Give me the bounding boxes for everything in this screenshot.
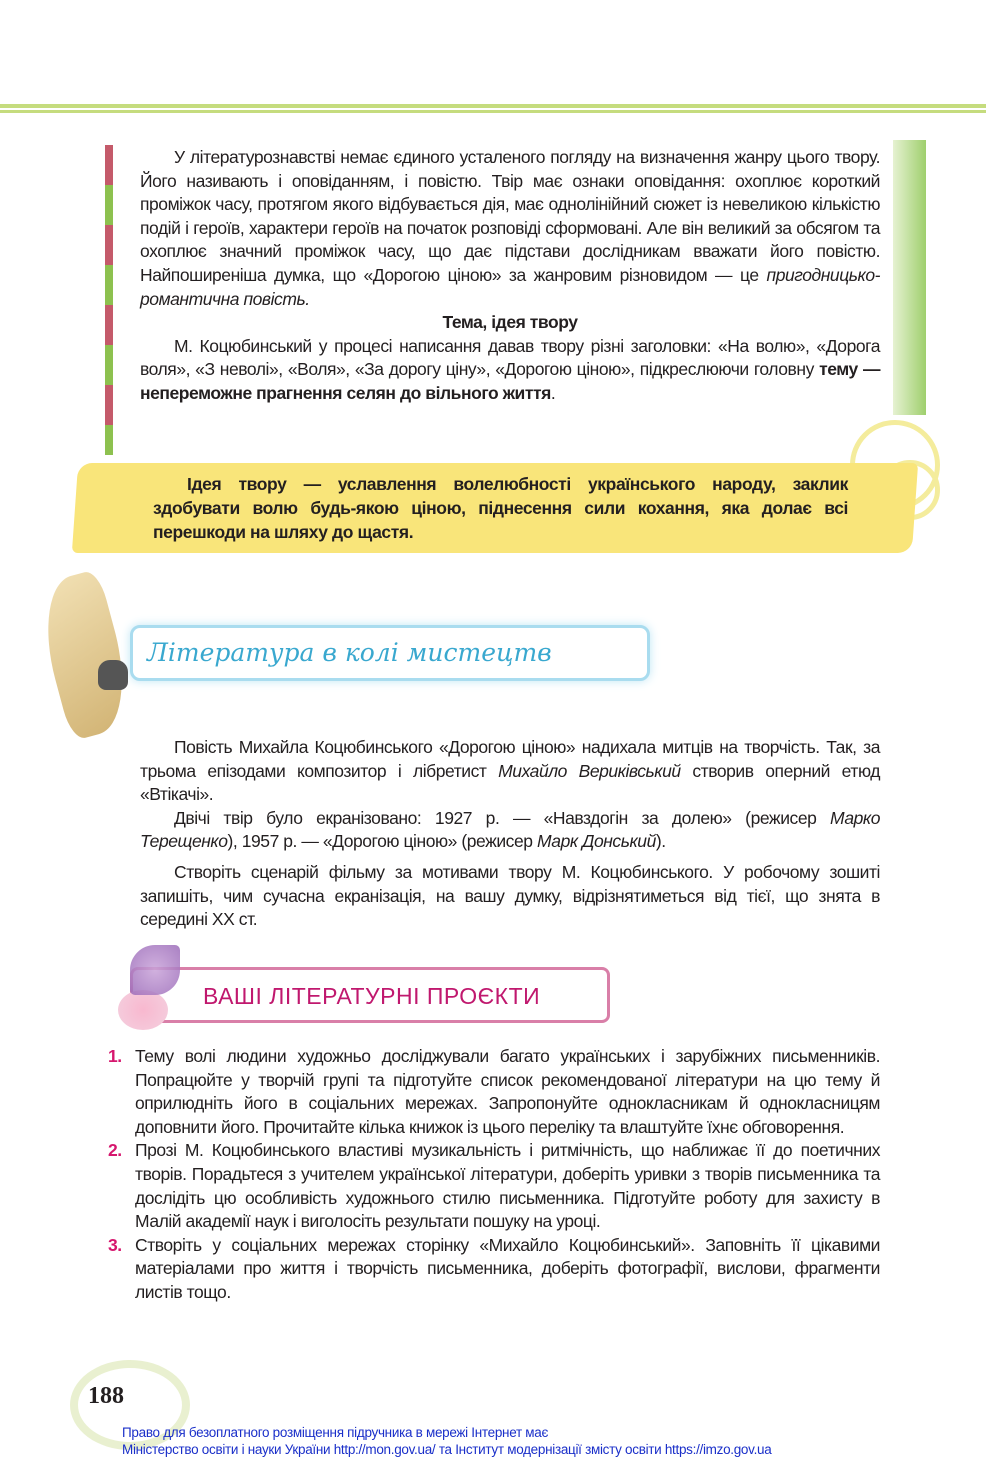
item-text: Прозі М. Коцюбинського властиві музикальність і ритмічність, що наближає її до поетичних творів. Порадьтеся з учителем української літератури, доберіть уривки з творів письменника та дослідіть цю особливість художнього стилю письменника. Підготуйте роботу для захисту в Малій академії наук і виголосіть результати пошуку на уроці. bbox=[135, 1140, 880, 1232]
text: У літературознавстві немає єдиного усталеного погляду на визначення жанру цього твору. Його називають і оповіданням, і повістю. Твір має ознаки оповідання: охоплює короткий проміжок часу, протягом якого відбувається дія, має однолінійний сюжет із невеликою кількістю подій і героїв, характери героїв на початок розповіді сформовані. Але він великий за обсягом та охоплює значний проміжок часу, що дає підстави дослідникам вважати його повістю. Найпоширеніша думка, що «Дорогою ціною» за жанровим різновидом — це bbox=[140, 147, 880, 285]
footer-line: Міністерство освіти і науки України http://mon.gov.ua/ та Інститут модернізації змісту освіти https://imzo.gov.ua bbox=[122, 1442, 772, 1457]
intro-text bbox=[140, 146, 880, 406]
butterfly-icon bbox=[130, 945, 180, 995]
text: створив оперний етюд «Втікачі». bbox=[140, 760, 880, 805]
page-number: 188 bbox=[88, 1383, 124, 1409]
list-item bbox=[108, 1139, 880, 1233]
text: Двічі твір було екранізовано: 1927 р. — «Навздогін за долею» (режисер bbox=[174, 807, 830, 828]
projects-banner-title: ВАШІ ЛІТЕРАТУРНІ ПРОЄКТИ bbox=[203, 983, 541, 1009]
top-rule bbox=[0, 110, 986, 113]
side-bar bbox=[893, 140, 926, 415]
item-number: 3. bbox=[108, 1234, 122, 1255]
person-name: Марко Терещенко bbox=[140, 807, 880, 852]
item-text: Тему волі людини художньо досліджували багато українських і зарубіжних письменників. Попрацюйте у творчій групі та підготуйте список рекомендованої літератури на цю тему й оприлюдніть його в соціальних мережах. Запропонуйте однокласникам й однокласницям доповнити його. Прочитайте кілька книжок із цього переліку та влаштуйте їхнє обговорення. bbox=[135, 1046, 880, 1137]
theme-term: тему — непереможне прагнення селян до вільного життя bbox=[140, 359, 881, 403]
films-paragraph bbox=[140, 807, 880, 854]
projects-banner bbox=[130, 967, 610, 1023]
arts-paragraph bbox=[140, 736, 880, 807]
idea-text: Ідея твору — уславлення волелюбності українського народу, заклик здобувати волю будь-якою ціною, піднесення сили кохання, яка долає всі перешкоди на шляху до щастя. bbox=[153, 474, 848, 542]
top-rule bbox=[0, 104, 986, 108]
arts-text bbox=[140, 736, 880, 932]
text: ). bbox=[655, 831, 666, 852]
inkpot-icon bbox=[98, 660, 128, 690]
person-name: Михайло Вериківський bbox=[498, 760, 681, 781]
item-number: 1. bbox=[108, 1046, 122, 1066]
item-text: Створіть у соціальних мережах сторінку «Михайло Коцюбинський». Заповніть її цікавими матеріалами про життя і творчість письменника, доберіть фотографії, вислови, фрагменти листів тощо. bbox=[135, 1234, 880, 1302]
task-paragraph: Створіть сценарій фільму за мотивами твору М. Коцюбинського. У робочому зошиті запишіть, чим сучасна екранізація, на вашу думку, відрізнятиметься від тієї, що знята в середині ХХ ст. bbox=[140, 861, 880, 930]
arts-banner-title: Література в колі мистецтв bbox=[147, 638, 552, 667]
footer-line: Право для безоплатного розміщення підручника в мережі Інтернет має bbox=[122, 1425, 549, 1440]
text: Повість Михайла Коцюбинського «Дорогою ціною» надихала митців на творчість. Так, за трьома епізодами композитор і лібретист bbox=[140, 737, 880, 781]
flower-icon bbox=[118, 990, 168, 1030]
theme-paragraph bbox=[140, 335, 880, 406]
text: М. Коцюбинський у процесі написання давав твору різні заголовки: «На волю», «Дорога воля», «З неволі», «Воля», «За дорогу ціну», «Дорогою ціною», підкреслюючи головну bbox=[140, 335, 880, 380]
list-item bbox=[108, 1045, 880, 1139]
quill-icon bbox=[30, 569, 139, 742]
text: ), 1957 р. — «Дорогою ціною» (режисер bbox=[227, 831, 537, 852]
margin-bar bbox=[105, 145, 113, 455]
genre-term: пригодницько-романтична повість. bbox=[140, 264, 880, 309]
arts-banner bbox=[130, 625, 650, 681]
text: . bbox=[550, 382, 556, 403]
genre-paragraph bbox=[140, 146, 880, 311]
projects-list bbox=[108, 1045, 880, 1305]
footer bbox=[122, 1424, 771, 1458]
item-number: 2. bbox=[108, 1140, 122, 1161]
list-item bbox=[108, 1234, 880, 1305]
section-heading: Тема, ідея твору bbox=[442, 312, 578, 333]
person-name: Марк Донський bbox=[536, 831, 656, 852]
